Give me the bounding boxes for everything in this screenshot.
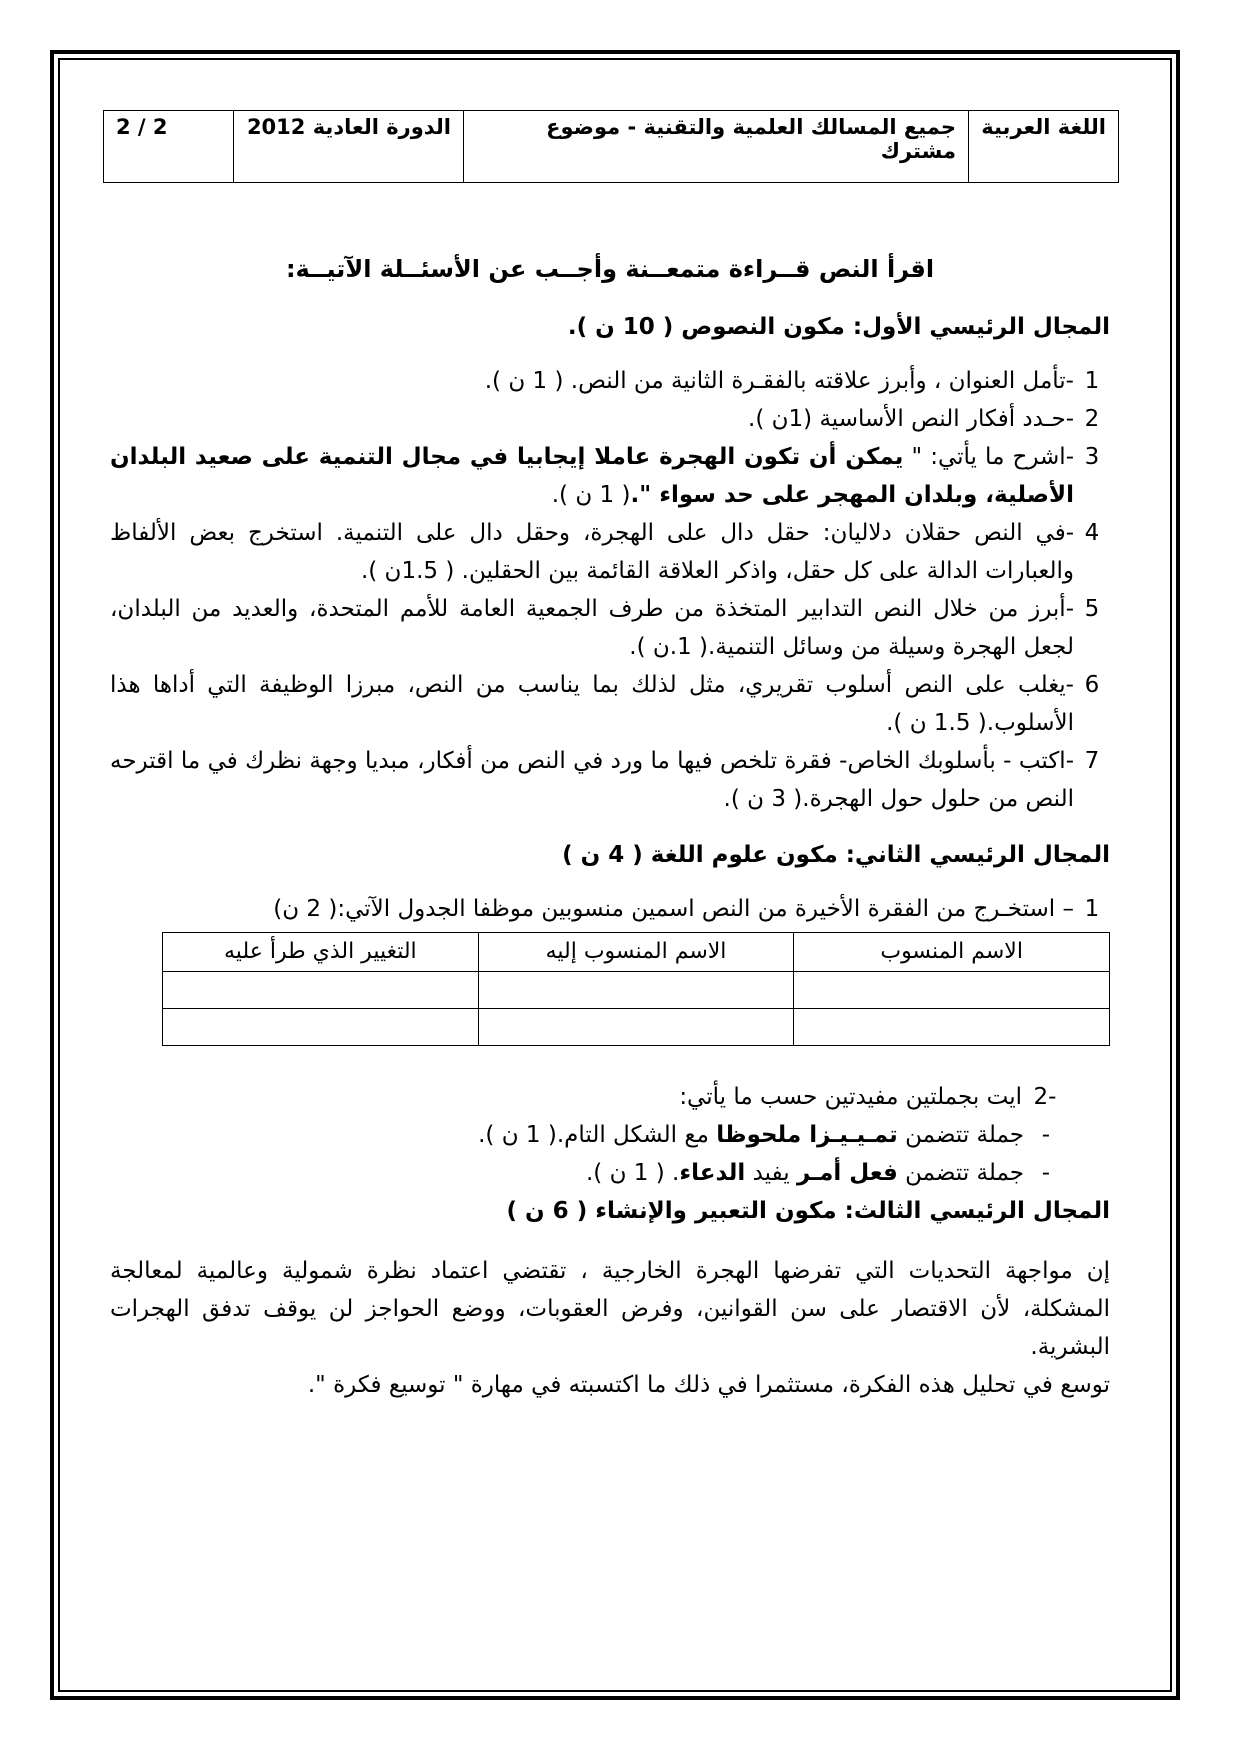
question-text: -أبرز من خلال النص التدابير المتخذة من طرف الجمعية العامة للأمم المتحدة، والعديد من البلدان، لجعل الهجرة وسيلة من وسائل التنمية.( 1.ن ). bbox=[110, 596, 1074, 660]
bullet-bold-2: الدعاء bbox=[679, 1160, 746, 1186]
table-row bbox=[163, 972, 1110, 1009]
header-page-number: 2 / 2 bbox=[104, 111, 234, 183]
bullet-post: . ( 1 ن ). bbox=[586, 1160, 680, 1186]
question-2 bbox=[110, 400, 1110, 438]
table-row bbox=[163, 1009, 1110, 1046]
table-cell bbox=[478, 972, 794, 1009]
header-streams: جميع المسالك العلمية والتقنية - موضوع مشترك bbox=[464, 111, 969, 183]
question-number: -2 bbox=[1033, 1084, 1057, 1110]
section3-title: المجال الرئيسي الثالث: مكون التعبير والإنشاء ( 6 ن ) bbox=[506, 1198, 1110, 1224]
question-3-points: ( 1 ن ). bbox=[551, 482, 631, 508]
table-cell bbox=[478, 1009, 794, 1046]
bullet-item-2 bbox=[110, 1154, 1110, 1192]
bullet-pre: جملة تتضمن bbox=[897, 1122, 1024, 1148]
section1-title: المجال الرئيسي الأول: مكون النصوص ( 10 ن ). bbox=[567, 314, 1110, 340]
bullet-mid: يفيد bbox=[745, 1160, 797, 1186]
question-number: 4 bbox=[1084, 520, 1100, 546]
question-text: -يغلب على النص أسلوب تقريري، مثل لذلك بما يناسب من النص، مبرزا الوظيفة التي أداها هذا الأسلوب.( 1.5 ن ). bbox=[110, 672, 1074, 736]
bullet-dash: - bbox=[1041, 1122, 1050, 1148]
question-text: -اكتب - بأسلوبك الخاص- فقرة تلخص فيها ما ورد في النص من أفكار، مبديا وجهة نظرك في ما اقترحه النص من حلول حول الهجرة.( 3 ن ). bbox=[110, 748, 1074, 812]
bullet-pre: جملة تتضمن bbox=[897, 1160, 1024, 1186]
question-7 bbox=[110, 742, 1110, 818]
question-4 bbox=[110, 514, 1110, 590]
grammar-question-2 bbox=[110, 1078, 1110, 1116]
question-3-quote: يمكن أن تكون الهجرة عاملا إيجابيا في مجال التنمية على صعيد البلدان الأصلية، وبلدان المهجر على حد سواء ". bbox=[110, 444, 1074, 508]
essay-paragraph: إن مواجهة التحديات التي تفرضها الهجرة الخارجية ، تقتضي اعتماد نظرة شمولية وعالمية لمعالجة المشكلة، لأن الاقتصار على سن القوانين، وفرض العقوبات، ووضع الحواجز لن يوقف تدفق الهجرات البشرية. bbox=[110, 1258, 1110, 1360]
reading-instruction: اقرأ النص قــراءة متمعــنة وأجــب عن الأسئــلة الآتيــة: bbox=[285, 255, 935, 283]
section2-title: المجال الرئيسي الثاني: مكون علوم اللغة ( 4 ن ) bbox=[562, 842, 1110, 868]
grammar-question-1 bbox=[110, 890, 1110, 928]
header-subject: اللغة العربية bbox=[969, 111, 1119, 183]
table-cell bbox=[163, 1009, 479, 1046]
nisba-answer-table bbox=[162, 932, 1110, 1046]
question-text: -حـدد أفكار النص الأساسية (1ن ). bbox=[748, 406, 1074, 432]
bullet-text bbox=[586, 1154, 1024, 1192]
question-number: 5 bbox=[1084, 596, 1100, 622]
question-number: 6 bbox=[1084, 672, 1100, 698]
bullet-item-1 bbox=[110, 1116, 1110, 1154]
table-cell bbox=[794, 1009, 1110, 1046]
exam-header-table bbox=[103, 110, 1119, 183]
question-text: -تأمل العنوان ، وأبرز علاقته بالفقـرة الثانية من النص. ( 1 ن ). bbox=[484, 368, 1074, 394]
header-session: الدورة العادية 2012 bbox=[234, 111, 464, 183]
question-number: 3 bbox=[1084, 444, 1100, 470]
question-6 bbox=[110, 666, 1110, 742]
question-text: ايت بجملتين مفيدتين حسب ما يأتي: bbox=[679, 1084, 1022, 1110]
bullet-bold: فعل أمـر bbox=[796, 1160, 898, 1186]
table-header-row bbox=[163, 933, 1110, 972]
question-5 bbox=[110, 590, 1110, 666]
table-header-cell: الاسم المنسوب bbox=[794, 933, 1110, 972]
question-text bbox=[110, 438, 1074, 514]
exam-header-row bbox=[104, 111, 1119, 183]
question-text: -في النص حقلان دلاليان: حقل دال على الهجرة، وحقل دال على التنمية. استخرج بعض الألفاظ والعبارات الدالة على كل حقل، واذكر العلاقة القائمة بين الحقلين. ( 1.5ن ). bbox=[110, 520, 1074, 584]
question-number: 1 bbox=[1084, 896, 1100, 922]
table-cell bbox=[163, 972, 479, 1009]
table-header-cell: الاسم المنسوب إليه bbox=[478, 933, 794, 972]
bullet-bold: تمـيـيـزا ملحوظا bbox=[716, 1122, 898, 1148]
bullet-post: مع الشكل التام.( 1 ن ). bbox=[478, 1122, 717, 1148]
bullet-dash: - bbox=[1041, 1160, 1050, 1186]
question-number: 1 bbox=[1084, 368, 1100, 394]
question-number: 7 bbox=[1084, 748, 1100, 774]
table-header-cell: التغيير الذي طرأ عليه bbox=[163, 933, 479, 972]
essay-task: توسع في تحليل هذه الفكرة، مستثمرا في ذلك ما اكتسبته في مهارة " توسيع فكرة ". bbox=[307, 1372, 1110, 1398]
question-1 bbox=[110, 362, 1110, 400]
bullet-text bbox=[478, 1116, 1024, 1154]
exam-content bbox=[110, 250, 1110, 1404]
table-cell bbox=[794, 972, 1110, 1009]
question-text: – استخـرج من الفقرة الأخيرة من النص اسمين منسوبين موظفا الجدول الآتي:( 2 ن) bbox=[273, 896, 1074, 922]
question-number: 2 bbox=[1084, 406, 1100, 432]
question-3 bbox=[110, 438, 1110, 514]
question-3-prefix: -اشرح ما يأتي: " bbox=[911, 444, 1074, 470]
